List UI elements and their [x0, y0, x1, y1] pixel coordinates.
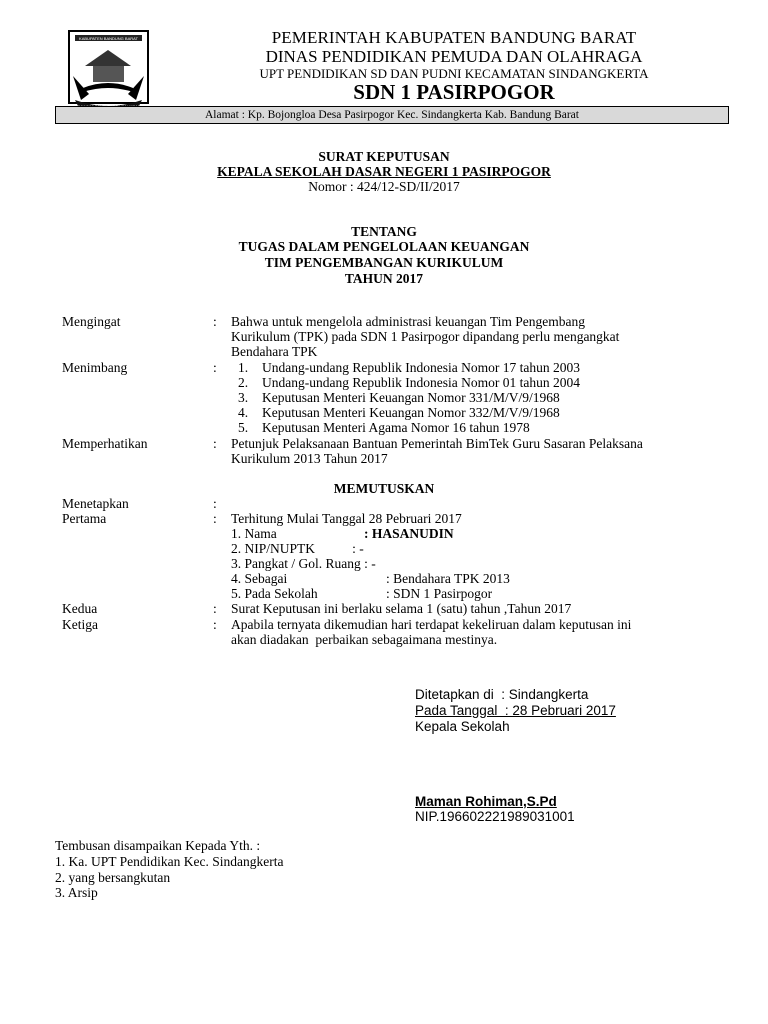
regency-logo	[63, 28, 154, 114]
letterhead-line-2: DINAS PENDIDIKAN PEMUDA DAN OLAHRAGA	[265, 47, 643, 66]
kedua-text: Surat Keputusan ini berlaku selama 1 (satu) tahun ,Tahun 2017	[231, 601, 572, 616]
school-name: SDN 1 PASIRPOGOR	[353, 80, 555, 104]
ketiga-line-1: Apabila ternyata dikemudian hari terdapat kekeliruan dalam keputusan ini	[231, 617, 632, 632]
decree-number: Nomor : 424/12-SD/II/2017	[308, 179, 460, 194]
menimbang-item-2: Undang-undang Republik Indonesia Nomor 01 tahun 2004	[262, 375, 580, 390]
tembusan-item-1: 1. Ka. UPT Pendidikan Kec. Sindangkerta	[55, 854, 284, 869]
colon-mengingat: :	[213, 314, 217, 329]
menimbang-item-1: Undang-undang Republik Indonesia Nomor 17 tahun 2003	[262, 360, 580, 375]
letterhead-line-1: PEMERINTAH KABUPATEN BANDUNG BARAT	[271, 28, 637, 47]
colon-pertama: :	[213, 511, 217, 526]
tembusan-heading: Tembusan disampaikan Kepada Yth. :	[55, 838, 261, 853]
decree-title: SURAT KEPUTUSAN	[318, 149, 450, 164]
label-menetapkan: Menetapkan	[62, 496, 129, 511]
pertama-sebagai-value: : Bendahara TPK 2013	[386, 571, 510, 586]
menimbang-num-1: 1.	[238, 360, 249, 375]
tembusan-item-2: 2. yang bersangkutan	[55, 870, 171, 885]
pertama-intro: Terhitung Mulai Tanggal 28 Pebruari 2017	[231, 511, 462, 526]
colon-memperhatikan: :	[213, 436, 217, 451]
menimbang-num-3: 3.	[238, 390, 249, 405]
signatory-name: Maman Rohiman,S.Pd	[415, 794, 557, 809]
logo-top-text: KABUPATEN BANDUNG BARAT	[79, 36, 138, 41]
label-memperhatikan: Memperhatikan	[62, 436, 148, 451]
address-text: Alamat : Kp. Bojongloa Desa Pasirpogor Kec. Sindangkerta Kab. Bandung Barat	[205, 109, 579, 121]
label-pertama: Pertama	[62, 511, 107, 526]
menimbang-item-3: Keputusan Menteri Keuangan Nomor 331/M/V/9/1968	[262, 390, 560, 405]
pertama-nama-value: : HASANUDIN	[364, 526, 454, 541]
pertama-nip: 2. NIP/NUPTK : -	[231, 541, 364, 556]
pertama-sekolah-value: : SDN 1 Pasirpogor	[386, 586, 493, 601]
pertama-nama-label: 1. Nama	[231, 526, 277, 541]
signature-date: Pada Tanggal : 28 Pebruari 2017	[415, 703, 616, 718]
mengingat-line-1: Bahwa untuk mengelola administrasi keuangan Tim Pengembang	[231, 314, 585, 329]
signature-position: Kepala Sekolah	[415, 719, 510, 734]
subject-line-3: TAHUN 2017	[344, 271, 424, 286]
menimbang-num-5: 5.	[238, 420, 249, 435]
mengingat-line-3: Bendahara TPK	[231, 344, 318, 359]
menimbang-num-4: 4.	[238, 405, 249, 420]
pertama-sebagai-label: 4. Sebagai	[231, 571, 288, 586]
subject-tentang: TENTANG	[351, 224, 417, 239]
address-bar	[55, 106, 729, 124]
label-mengingat: Mengingat	[62, 314, 121, 329]
label-kedua: Kedua	[62, 601, 98, 616]
menimbang-num-2: 2.	[238, 375, 249, 390]
subject-line-1: TUGAS DALAM PENGELOLAAN KEUANGAN	[238, 239, 530, 254]
ketiga-line-2: akan diadakan perbaikan sebagaimana mestinya.	[231, 632, 498, 647]
menimbang-item-5: Keputusan Menteri Agama Nomor 16 tahun 1978	[262, 420, 530, 435]
memperhatikan-line-2: Kurikulum 2013 Tahun 2017	[231, 451, 388, 466]
colon-menimbang: :	[213, 360, 217, 375]
decree-issuer: KEPALA SEKOLAH DASAR NEGERI 1 PASIRPOGOR	[217, 164, 551, 179]
colon-ketiga: :	[213, 617, 217, 632]
tembusan-item-3: 3. Arsip	[55, 885, 98, 900]
colon-menetapkan: :	[213, 496, 217, 511]
mengingat-line-2: Kurikulum (TPK) pada SDN 1 Pasirpogor dipandang perlu mengangkat	[231, 329, 620, 344]
memutuskan-heading: MEMUTUSKAN	[333, 481, 435, 496]
menimbang-item-4: Keputusan Menteri Keuangan Nomor 332/M/V/9/1968	[262, 405, 560, 420]
subject-line-2: TIM PENGEMBANGAN KURIKULUM	[264, 255, 504, 270]
signatory-nip: NIP.196602221989031001	[415, 809, 575, 824]
signature-place: Ditetapkan di : Sindangkerta	[415, 687, 589, 702]
colon-kedua: :	[213, 601, 217, 616]
letterhead-line-3: UPT PENDIDIKAN SD DAN PUDNI KECAMATAN SINDANGKERTA	[259, 66, 649, 81]
pertama-sekolah-label: 5. Pada Sekolah	[231, 586, 318, 601]
label-menimbang: Menimbang	[62, 360, 128, 375]
pertama-pangkat: 3. Pangkat / Gol. Ruang : -	[231, 556, 376, 571]
memperhatikan-line-1: Petunjuk Pelaksanaan Bantuan Pemerintah BimTek Guru Sasaran Pelaksana	[231, 436, 643, 451]
label-ketiga: Ketiga	[62, 617, 98, 632]
